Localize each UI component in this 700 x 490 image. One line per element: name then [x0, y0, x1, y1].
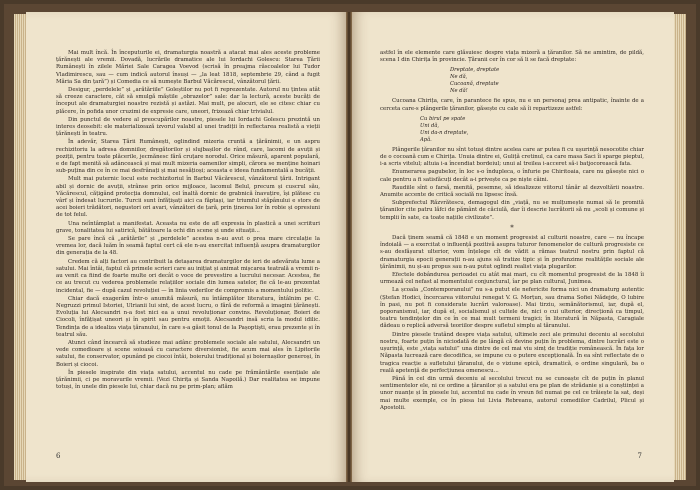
- verse-line: Cucoană, dreptate: [450, 81, 499, 88]
- paragraph: Raudiile sînt o farsă, menită, pesemne, să idealizeze viitorul tânăr al dezvoltării noastre. Anumite accente de critică socială nu lipsesc însă.: [380, 184, 644, 199]
- verse-line: Dreptate, dreptate: [450, 67, 500, 74]
- page-number-right: 7: [637, 452, 642, 460]
- verse-line: Ne dă!: [450, 88, 468, 95]
- paragraph: Dintre piesele tratând despre viața satului, ultimele zeci ale primului deceniu al secolului nostru, foarte puțin în niciodată de pe lângă că devine puțin în problema, dintre lucrări este o ușurință, este „viața satului” una dintre de cel mai viu simț de tradiție românească. În fața lor Năpasta lucrează care decodifica, se impune cu o putere excepțională. În ea sînt reflectate de o tragica reacție a sufletului țăranului, de o viziune epică, dramatică, o ordine singulară, ba o reală apetență de perfecțiunea omenescu...: [380, 331, 644, 374]
- left-page: [26, 12, 346, 482]
- page-edges-right: [674, 14, 686, 480]
- verse-line: Ne dă,: [450, 74, 468, 81]
- paragraph: Din punctul de vedere al preocupărilor noastre, piesele lui Iordachi Golescu prezintă un interes deosebit: ele materializează izvorul valabil al unei tradiții în reflectarea realistă a vieții țărănești în teatru.: [56, 116, 320, 138]
- paragraph: Cucoana Chirița, care, în parantece fie spus, nu e un personaj prea antipatic, înainte de a cerceta care-s plângerile țăranilor, găsește cu cale să îi repartizeze astfel:: [380, 98, 644, 112]
- page-edges-left: [14, 14, 26, 480]
- paragraph: Chiar dacă exagerăm într-o anumită măsură, nu întâmplător literatura, întâlnim pe C. Negruzzi primul Istoriei, Ulrianii lui sint, de acest lucru, o fără de reformă a imagini țărănești. Evoluția lui Alecsandri n-a fost nici ea a unui revoluționar convins. Revoluționar, Boieri de Ciocoli, înfățișat uneori și în spirit sau pentru emoții. Alecsandri insă scria la modul idilic. Tendința de a idealiza viața țăranului, în care s-a găsit tonul de la Pașoptiști, erau prezente și în teatrul său.: [56, 295, 320, 338]
- paragraph: Subprefectul Răzvrătescu, demagogul din „viață, nu se mulțumește numai să le promită țăranilor cite patru lăfci de pământ de căciulă, dar îi descrie lucrătorii să nu „scoli și comune și templii în sate, ca toate națiile civilizate”.: [380, 200, 644, 221]
- left-page-text: [56, 50, 320, 392]
- book-spread: [4, 4, 696, 486]
- paragraph: astfel în ele elemente care glăsuiesc despre viața mizeră a țăranilor. Să ne amintim, de pildă, scena I din Chirița în provincie. Țăranii cer în cor să li se facă dreptate:: [380, 50, 644, 64]
- verse-line: Cu birul pe spate: [420, 115, 466, 122]
- paragraph: Efectele dobândurea perioadei cu atât mai mari, cu cît momentul progresist de la 1848 îi urmează cel nefast al momentului conjunctural, îar pe plan cultural, Junimea.: [380, 272, 644, 286]
- paragraph: Atunci când încearcă să studieze mai adânc problemele sociale ale satului, Alecsandri un vede comedioare și scene soioasă cu caractere diversionist, fie acum mai ales în Lipitorile satului, fie conservator, opunând pe ciocoi întâi, boierului tradițional și boiernașilor generoși, în Boieri și ciocoi.: [56, 339, 320, 368]
- page-number-left: 6: [56, 452, 61, 460]
- paragraph: Credem că alți factori au contribuit la detașarea dramaturgilor de ieri de adevărata lume a satului. Mai întâi, faptul că primele scrieri care au inițiat și animat mișcarea teatrală a vremii n-au venit ca fiind de foarte multe ori decât o voce de prevestire a lucrului necesar. Acestea, fie ce au trecut cu vederea problemele relațiilor sociale din lumea satelor, fie că le-au prezentat incidental, fie — după cazul revoluției — în linia vederilor de compromis a momentului politic.: [56, 258, 320, 294]
- section-separator: *: [510, 223, 514, 232]
- verse-quote: [420, 116, 644, 144]
- paragraph: Până în cel din urmă deceniu al secolului trecut nu se cunoaște cît de puțin în planul sentimentelor ele, ni ce ordine a țăranilor și a satului era pe plan de strădanie și a conștiinței a unor nuanțe și în piesele lui, accentul nu cade în vreun fel numai pe cel ce trăiește la sat, deși mai multe exemple, ce în piesa lui Livia Rebreanu, autorul comediilor Cadrilul, Plicul și Apostolii.: [380, 375, 644, 411]
- paragraph: Mai mult încă. În începuturile ei, dramaturgia noastră a atacat mai ales aceste probleme țărănești ale vremii. Dovadă, lucrările dramatice ale lui Iordachi Golescu: Starea Țării Rumânești în zilele Măriei Sale Caragea Voevod (scrisă în preajma răscoalelor lui Tudor Vladimirescu, sau — cum indică autorul însuși — „la leat 1818, septembrie 29, când a fugit Măria Sa din țară”) și Comedia ce să numește Barbul Văcărescul, vânzătorul țării.: [56, 50, 320, 85]
- paragraph: Se pare încă că „arătările” și „perdelele” acestea n-au avut o prea mare circulație la vremea lor, dacă luăm în seamă faptul cert că ele n-au exercitat influență asupra dramaturgilor din generația de la 48.: [56, 236, 320, 257]
- paragraph: În adevăr, Starea Țării Rumânești, oglindind mizeria cruntă a țărănimii, e un aspru rechizitoriu la adresa domniilor, dregătorilor și slujbașilor de rând, care, lacomi de avuții și poziții, pentru toate plăcerile, jecmănesc fără cruțare norodul. Orice măsură, aparent populară, e de fapt menită să adâncească și mai mult mizeria oamenilor simpli, cărora se menține hoinari sub-puțina din ce în ce mai desfrânați și mai nesățioși; aceasta e ideea fundamentală a bucății.: [56, 139, 320, 175]
- verse-line: Uni dă,: [420, 122, 440, 129]
- paragraph: În piesele inspirate din viața satului, accentul nu cade pe frământările esențiale ale țărănimii, ci pe moravurile vremii. (Vezi Chirița și Sanda Napoilă.) Dar realitatea se impune totuși, în unele din piesele lui, chiar dacă nu pe prim-plan; aflăm: [56, 369, 320, 391]
- paragraph: Enumerarea pagubelor, în loc s-o îndupleca, o înfurie pe Chiritoaia, care nu găsește nici o cale pentru a fi satisfăcuți decât a-i privește ca pe niște câini.: [380, 169, 644, 183]
- paragraph: La școala „Contemporanului” nu s-a putut ele nefericite forma nici un dramaturg autentic (Ștefan Hodici, încercarea viitorului renegat V. G. Morțun, sau drama Sofiei Nădejde, O lubire în pasi, nu pot fi considerate lucrări valoroase). Mai tirziu, semănătorismul, iar, după el, poporanismul, iar, după el, socialismul și cultele de, nici o cui ulterior, direcționă ca timpul, teatru tendințelor din ce în ce mai mult termeni tragici; în literatură în Năpasta, Caragiale dădeau o replică adversă teoriilor despre sufletul simplu al tăranului.: [380, 287, 644, 330]
- paragraph: Mult mai puternic locul este rechizitoriul în Barbul Văcărescul, vânzătorul țării. Intrigant abil și dornic de avuții, strânse prin orice mijloace, lacomul Belul, precum și cuscrul său, Văcărescul, cățigând protecția domnului, cel înaltă dornic de grabnică înavuțire, își plătesc cu vârf și îndesat lucrurile. Turcii sunt înfățișați aici ca făptași, iar triumful stăpânului e stors de acei boieri trădători, negustori ori avari, vânzători de țară, prin ținerea lor în robie și opresiuni de tot felul.: [56, 176, 320, 219]
- verse-quote: [450, 67, 644, 95]
- paragraph: Plângerile țăranilor nu sînt totuși dintre acelea care ar putea fi cu ușurință nesocotite chiar de o cocoană cum e Chirița. Unuia dintre ei, Guliță cretinul, ca care masa Saci îi sparge pieptul, i-a scris vitelul; altuia i-a încendiat bordeiul; unui al treilea i-acceret să-i batjocorească fata.: [380, 146, 644, 168]
- right-page-text: [380, 50, 644, 413]
- paragraph: Desigur, „perdelele” și „arătăriile” Goleștilor nu pot fi reprezentate. Autorul nu țintea atât să creeze caractere, cât să smulgă măștile „obrazelor” sale: dar la lectură, aceste bucăți de început ale dramaturgiei noastre rezistă și astăzi. Mai mult, pe alocuri, ele se citesc chiar cu plăcere, în pofida unor cruzimi de expresie care, uneori, frizează chiar trivialul.: [56, 87, 320, 115]
- paragraph: Dacă ținem seamă că 1848 e un moment progresist al culturii noastre, care — nu încape îndoială — a exercitat o influență pozitivă asupra tuturor fenomenelor de cultură progresiste ce s-au desfășurat ulterior, vom înțelege cît de vădit a rămas teatrul nostru prin faptul că dramaturgia epocii generații n-au ajuns să tratize tipic și în profunzime realitățile sociale ale țărănimii, nu și-au propus sau n-au putut oglindi realist viața plugarilor.: [380, 235, 644, 270]
- verse-line: Uni da-n dreptate,: [420, 129, 469, 136]
- right-page: [352, 12, 674, 482]
- verse-line: Apă.: [420, 136, 432, 143]
- paragraph: Una neîntâmplat a manifestat. Aceasta nu este de afl expresia în plastică a unei scriituri grave, tonalitatea lui satirică, bătătoare la ochi din scene și unde situații...: [56, 220, 320, 234]
